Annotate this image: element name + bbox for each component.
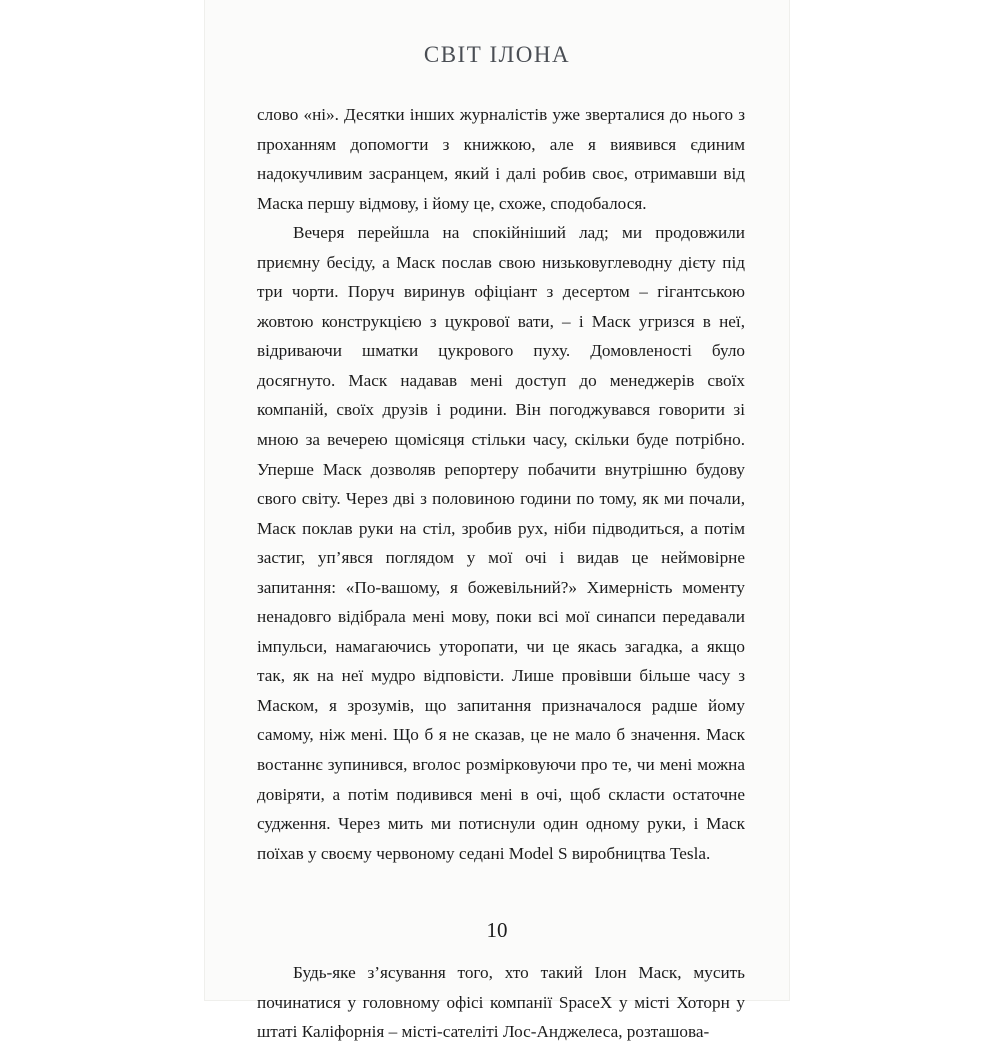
page-number: 10 [486,918,508,942]
running-head: СВІТ ІЛОНА [423,42,571,67]
section-break [257,868,745,958]
paragraph-dinner: Вечеря перейшла на спокійніший лад; ми продовжили приємну бесіду, а Маск послав свою низьковуглеводну дієту під три чорти. Поруч виринув офіціант з десертом – гігантською жовтою конструкцією з цукрової вати, – і Маск угризся в неї, відриваючи шматки цукрового пуху. Домовленості було досягнуто. Маск надавав мені доступ до менеджерів своїх компаній, своїх друзів і родини. Він погоджувався говорити зі мною за вечерею щомісяця стільки часу, скільки буде потрібно. Уперше Маск дозволяв репортеру побачити внутрішню будову свого світу. Через дві з половиною години по тому, як ми почали, Маск поклав руки на стіл, зробив рух, ніби підводиться, а потім застиг, уп’явся поглядом у мої очі і видав це неймовірне запитання: «По-вашому, я божевільний?» Химерність моменту ненадовго відібрала мені мову, поки всі мої синапси передавали імпульси, намагаючись уторопати, чи це якась загадка, а якщо так, як на неї мудро відповісти. Лише провівши більше часу з Маском, я зрозумів, що запитання призначалося радше йому самому, ніж мені. Що б я не сказав, це не мало б значення. Маск востаннє зупинився, вголос розмірковуючи про те, чи мені можна довіряти, а потім подивився мені в очі, щоб скласти остаточне судження. Через мить ми потиснули один одному руки, і Маск поїхав у своєму червоному седані Model S виробництва Tesla. [257,223,745,863]
paragraph-continuation: слово «ні». Десятки інших журналістів уже зверталися до нього з проханням допомогти з книжкою, але я виявився єдиним надокучливим засранцем, який і далі робив своє, отримавши від Маска першу відмову, і йому це, схоже, сподобалося. [257,105,745,213]
paragraph-spacex: Будь-яке з’ясування того, хто такий Ілон Маск, мусить починатися у головному офісі компанії SpaceX у місті Хоторн у штаті Каліфорнія – місті-сателіті Лос-Анджелеса, розташова- [257,963,745,1042]
book-page [205,0,789,1042]
body-text [257,100,745,1047]
